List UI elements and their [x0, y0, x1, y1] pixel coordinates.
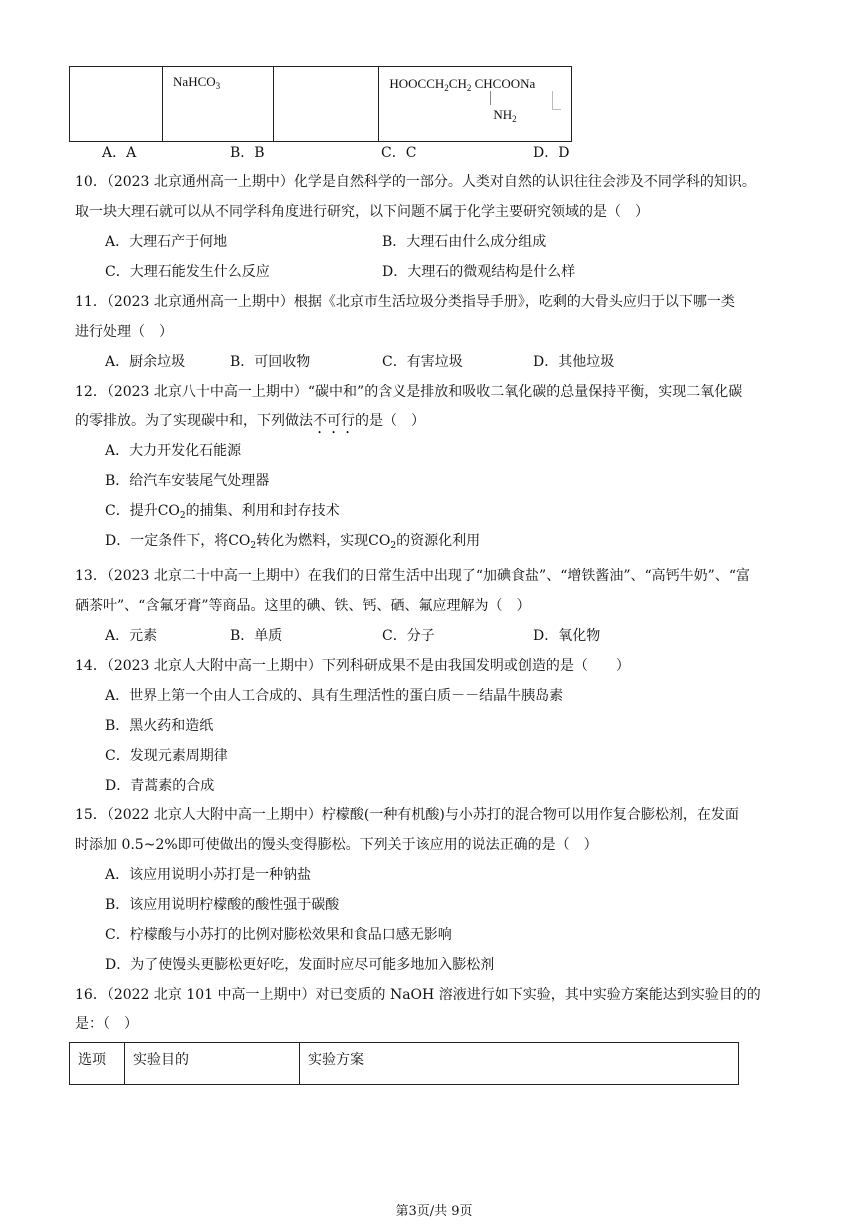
q13-option-a: A．元素: [105, 628, 158, 644]
bond-line: [490, 91, 491, 105]
q15-option-c: C．柠檬酸与小苏打的比例对膨松效果和食品口感无影响: [105, 927, 452, 943]
q16-header-plan: [300, 1043, 739, 1085]
q12-emphasis: 不可行: [313, 413, 355, 429]
q11-stem-2: 进行处理（ ）: [75, 324, 173, 340]
q10-stem-2: 取一块大理石就可以从不同学科角度进行研究，以下问题不属于化学主要研究领域的是（ ）: [75, 204, 649, 220]
q9-cell-d: [379, 67, 572, 142]
q12-d-post: 的资源化利用: [396, 533, 481, 549]
formula-part: HOOCCH: [389, 76, 445, 91]
q13-option-b: B．单质: [230, 628, 283, 644]
q12-d-mid: 转化为燃料，实现CO: [256, 533, 391, 549]
q12-option-c: [105, 501, 340, 521]
q9-cell-a: [70, 67, 163, 142]
subgroup-sub: 2: [512, 114, 517, 124]
formula-part: CH: [448, 76, 467, 91]
cell-b-sub: 3: [215, 81, 221, 91]
q10-option-a: A．大理石产于何地: [105, 234, 228, 250]
q9-option-a: A．A: [102, 145, 137, 161]
q12-stem-2-pre: 的零排放。为了实现碳中和，下列做法: [75, 413, 313, 429]
q9-cell-c: [274, 67, 379, 142]
q10-option-d: D．大理石的微观结构是什么样: [382, 264, 576, 280]
q14-stem-1: 14．（2023 北京人大附中高一上期中）下列科研成果不是由我国发明或创造的是（ ）: [75, 658, 630, 674]
q13-stem-1: 13．（2023 北京二十中高一上期中）在我们的日常生活中出现了“加碘食盐”、“增铁酱油”、“高钙牛奶”、“富: [75, 568, 750, 584]
formula-sub: 2: [444, 83, 449, 93]
q12-c-post: 的捕集、利用和封存技术: [185, 503, 340, 519]
q16-header-option: [70, 1043, 125, 1085]
header-text: 选项: [78, 1052, 106, 1068]
q11-option-d: D．其他垃圾: [533, 354, 615, 370]
q12-d-sub1: 2: [250, 541, 257, 551]
q9-cell-b: [163, 67, 274, 142]
q14-option-d: D．青蒿素的合成: [105, 778, 215, 794]
q12-d-pre: D．一定条件下，将CO: [105, 533, 251, 549]
q11-option-a: A．厨余垃圾: [105, 354, 186, 370]
q13-option-c: C．分子: [382, 628, 435, 644]
bracket-mark: [552, 91, 561, 110]
q15-stem-2: 时添加 0.5~2%即可使做出的馒头变得膨松。下列关于该应用的说法正确的是（ ）: [75, 837, 598, 853]
q12-stem-2: [75, 411, 425, 437]
header-text: 实验方案: [308, 1052, 364, 1068]
formula-part: CHCOONa: [471, 76, 536, 91]
q14-option-b: B．黑火药和造纸: [105, 718, 214, 734]
q11-option-b: B．可回收物: [230, 354, 311, 370]
q15-stem-1: 15．（2022 北京人大附中高一上期中）柠檬酸(一种有机酸)与小苏打的混合物可以用作复合膨松剂，在发面: [75, 807, 739, 823]
q10-stem-1: 10．（2023 北京通州高一上期中）化学是自然科学的一部分。人类对自然的认识往往会涉及不同学科的知识。: [75, 174, 756, 190]
q16-stem-2: 是：（ ）: [75, 1016, 138, 1032]
q13-stem-2: 硒茶叶”、“含氟牙膏”等商品。这里的碘、铁、钙、硒、氟应理解为（ ）: [75, 598, 531, 614]
q12-option-d: [105, 531, 480, 551]
q13-option-d: D．氧化物: [533, 628, 601, 644]
subgroup-text: NH: [493, 107, 513, 122]
q12-option-b: B．给汽车安装尾气处理器: [105, 473, 270, 489]
cell-d-subgroup: [493, 107, 516, 123]
q15-option-b: B．该应用说明柠檬酸的酸性强于碳酸: [105, 897, 340, 913]
q9-option-c: C．C: [381, 145, 417, 161]
q12-c-sub: 2: [179, 511, 186, 521]
q9-table: [69, 66, 572, 142]
q16-table: [69, 1042, 739, 1085]
q14-option-a: A．世界上第一个由人工合成的、具有生理活性的蛋白质－－结晶牛胰岛素: [105, 688, 564, 704]
q12-option-a: A．大力开发化石能源: [105, 443, 242, 459]
cell-b-formula: NaHCO: [173, 74, 216, 89]
q12-stem-1: 12．（2023 北京八十中高一上期中）“碳中和”的含义是排放和吸收二氧化碳的总量保持平衡，实现二氧化碳: [75, 384, 743, 400]
q12-d-sub2: 2: [390, 541, 397, 551]
q15-option-d: D．为了使馒头更膨松更好吃，发面时应尽可能多地加入膨松剂: [105, 957, 495, 973]
q9-option-b: B．B: [230, 145, 265, 161]
page-number: 第3页/共 9页: [395, 1204, 473, 1219]
formula-sub: 2: [466, 83, 472, 93]
q15-option-a: A．该应用说明小苏打是一种钠盐: [105, 867, 312, 883]
q11-stem-1: 11．（2023 北京通州高一上期中）根据《北京市生活垃圾分类指导手册》，吃剩的大骨头应归于以下哪一类: [75, 294, 735, 310]
q10-option-b: B．大理石由什么成分组成: [382, 234, 547, 250]
cell-d-formula: [389, 76, 571, 92]
q12-c-pre: C．提升CO: [105, 503, 180, 519]
q12-stem-2-post: 的是（ ）: [355, 413, 425, 429]
header-text: 实验目的: [133, 1052, 189, 1068]
q9-option-d: D．D: [533, 145, 570, 161]
q16-header-goal: [125, 1043, 300, 1085]
q14-option-c: C．发现元素周期律: [105, 748, 228, 764]
q10-option-c: C．大理石能发生什么反应: [105, 264, 270, 280]
q16-stem-1: 16．（2022 北京 101 中高一上期中）对已变质的 NaOH 溶液进行如下实验，其中实验方案能达到实验目的的: [75, 987, 761, 1003]
q11-option-c: C．有害垃圾: [382, 354, 463, 370]
